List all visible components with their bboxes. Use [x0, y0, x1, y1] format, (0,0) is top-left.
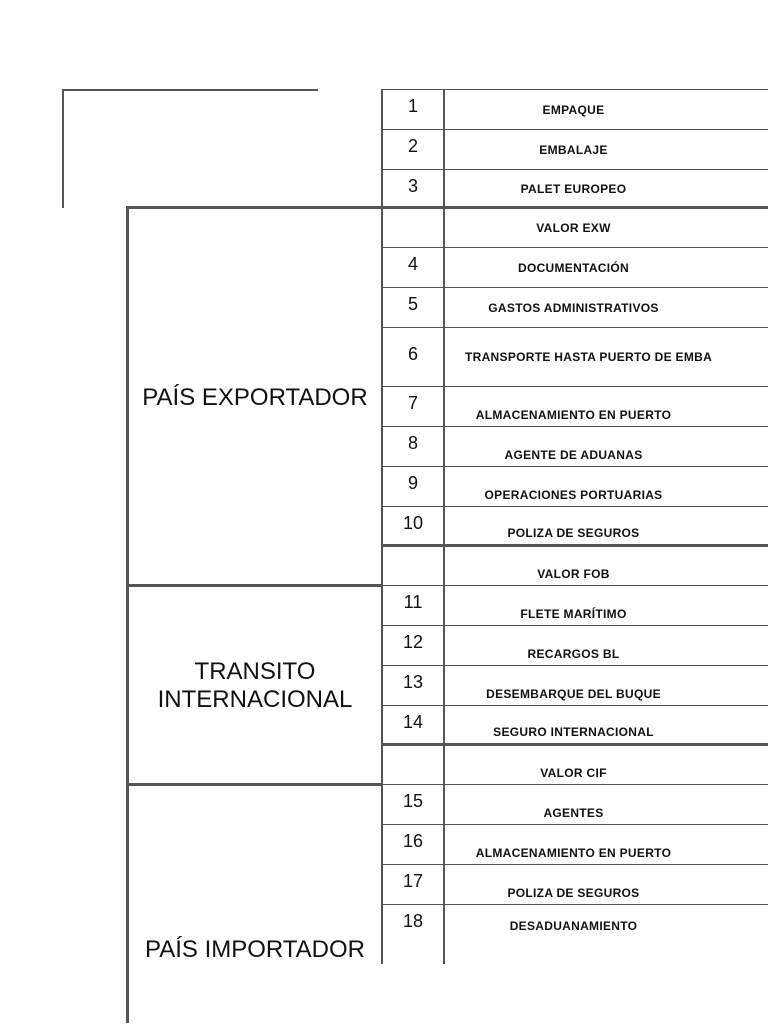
row-number: 8: [381, 427, 445, 466]
section-exporter: [126, 206, 381, 586]
section-label-exporter: PAÍS EXPORTADOR: [142, 383, 368, 411]
table-row: [381, 89, 768, 129]
row-label: ALMACENAMIENTO EN PUERTO: [475, 846, 672, 860]
row-label: TRANSPORTE HASTA PUERTO DE EMBA: [465, 350, 713, 364]
row-label: VALOR EXW: [536, 221, 611, 235]
row-number: 4: [381, 248, 445, 287]
section-label-importer: PAÍS IMPORTADOR: [144, 936, 366, 963]
row-label: RECARGOS BL: [527, 647, 620, 661]
row-number: 6: [381, 328, 445, 386]
table-row: [381, 705, 768, 743]
table-row: [381, 386, 768, 426]
table-row: [381, 169, 768, 207]
row-label: VALOR FOB: [537, 567, 610, 581]
row-number: 9: [381, 467, 445, 506]
row-number: 10: [381, 507, 445, 544]
row-label: FLETE MARÍTIMO: [520, 607, 627, 621]
table-row: [381, 824, 768, 864]
table-row: [381, 665, 768, 705]
row-number: 14: [381, 706, 445, 743]
row-label: AGENTE DE ADUANAS: [504, 448, 643, 462]
row-label: VALOR CIF: [540, 766, 607, 780]
row-label: DESEMBARQUE DEL BUQUE: [486, 687, 661, 701]
row-number: 18: [381, 905, 445, 964]
table-row: [381, 466, 768, 506]
row-number: 16: [381, 825, 445, 864]
row-label: EMPAQUE: [542, 102, 605, 117]
row-number: 13: [381, 666, 445, 705]
row-label: ALMACENAMIENTO EN PUERTO: [475, 408, 672, 422]
table-row: [381, 287, 768, 327]
corner-line-vertical: [62, 89, 64, 208]
table-row-subtotal: [381, 206, 768, 247]
corner-line-horizontal: [62, 89, 318, 91]
row-label: POLIZA DE SEGUROS: [507, 526, 640, 540]
row-number: 3: [381, 170, 445, 207]
row-number: 7: [381, 387, 445, 426]
section-label-transit: TRANSITO INTERNACIONAL: [157, 658, 353, 713]
row-label: SEGURO INTERNACIONAL: [493, 725, 654, 739]
row-number: 15: [381, 785, 445, 824]
section-transit: [126, 584, 381, 785]
table-row: [381, 506, 768, 544]
row-label: PALET EUROPEO: [520, 181, 627, 196]
table-row: [381, 904, 768, 964]
table-row: [381, 864, 768, 904]
table-row: [381, 784, 768, 824]
row-number: 5: [381, 288, 445, 327]
section-importer: [126, 783, 381, 1023]
table-row-subtotal: [381, 544, 768, 585]
row-label: AGENTES: [543, 806, 604, 820]
table-row: [381, 585, 768, 625]
row-number: 17: [381, 865, 445, 904]
row-number: [381, 209, 445, 247]
row-label: OPERACIONES PORTUARIAS: [484, 488, 663, 502]
row-number: 1: [381, 90, 445, 129]
row-number: 2: [381, 130, 445, 169]
table-row: [381, 426, 768, 466]
table-row-subtotal: [381, 743, 768, 784]
table-row: [381, 327, 768, 386]
table-row: [381, 129, 768, 169]
row-number: [381, 746, 445, 784]
table-row: [381, 247, 768, 287]
row-label: GASTOS ADMINISTRATIVOS: [488, 300, 659, 315]
row-label: EMBALAJE: [539, 142, 608, 157]
row-label: DESADUANAMIENTO: [509, 919, 638, 933]
table-row: [381, 625, 768, 665]
row-number: 12: [381, 626, 445, 665]
row-label: POLIZA DE SEGUROS: [507, 886, 640, 900]
row-number: [381, 547, 445, 585]
row-number: 11: [381, 586, 445, 625]
row-label: DOCUMENTACIÓN: [517, 260, 629, 275]
